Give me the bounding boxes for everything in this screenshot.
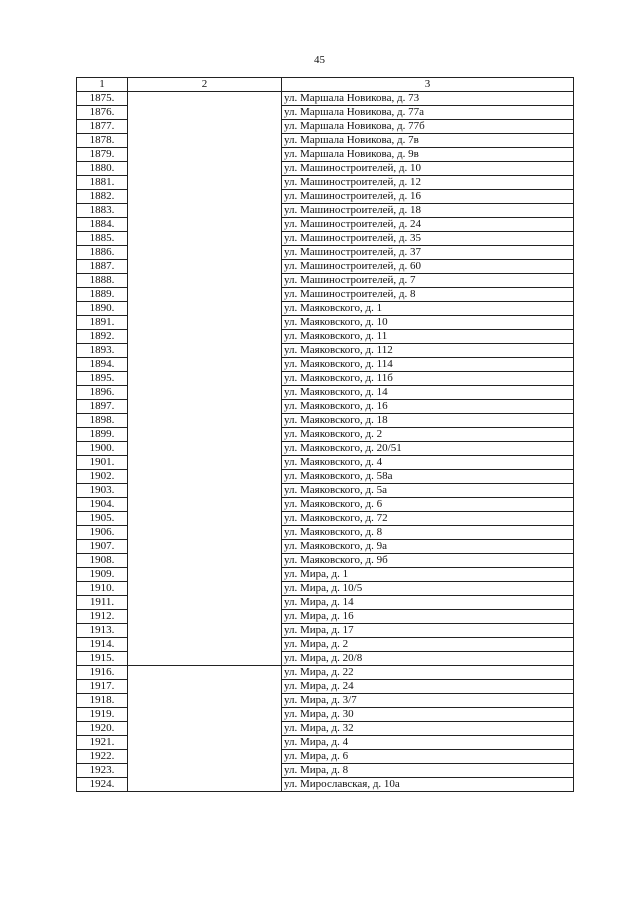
row-number: 1886.	[77, 246, 128, 260]
row-number: 1876.	[77, 106, 128, 120]
row-number: 1921.	[77, 736, 128, 750]
address-cell: ул. Мирославская, д. 10а	[282, 778, 574, 792]
row-number: 1881.	[77, 176, 128, 190]
address-cell: ул. Мира, д. 22	[282, 666, 574, 680]
address-cell: ул. Маяковского, д. 1	[282, 302, 574, 316]
row-number: 1911.	[77, 596, 128, 610]
address-cell: ул. Мира, д. 17	[282, 624, 574, 638]
address-cell: ул. Маяковского, д. 6	[282, 498, 574, 512]
address-cell: ул. Маяковского, д. 4	[282, 456, 574, 470]
table-header-row	[77, 78, 574, 92]
address-cell: ул. Маяковского, д. 112	[282, 344, 574, 358]
row-number: 1910.	[77, 582, 128, 596]
row-number: 1902.	[77, 470, 128, 484]
address-cell: ул. Маяковского, д. 8	[282, 526, 574, 540]
address-cell: ул. Машиностроителей, д. 18	[282, 204, 574, 218]
row-number: 1907.	[77, 540, 128, 554]
table-row	[77, 666, 574, 680]
row-number: 1894.	[77, 358, 128, 372]
row-number: 1877.	[77, 120, 128, 134]
address-cell: ул. Маяковского, д. 9б	[282, 554, 574, 568]
row-number: 1909.	[77, 568, 128, 582]
row-number: 1916.	[77, 666, 128, 680]
address-cell: ул. Машиностроителей, д. 8	[282, 288, 574, 302]
row-number: 1906.	[77, 526, 128, 540]
address-cell: ул. Мира, д. 20/8	[282, 652, 574, 666]
row-number: 1893.	[77, 344, 128, 358]
row-number: 1901.	[77, 456, 128, 470]
row-number: 1913.	[77, 624, 128, 638]
row-number: 1905.	[77, 512, 128, 526]
address-cell: ул. Маяковского, д. 5а	[282, 484, 574, 498]
row-number: 1918.	[77, 694, 128, 708]
row-number: 1888.	[77, 274, 128, 288]
row-number: 1919.	[77, 708, 128, 722]
address-cell: ул. Машиностроителей, д. 60	[282, 260, 574, 274]
row-number: 1879.	[77, 148, 128, 162]
row-number: 1890.	[77, 302, 128, 316]
row-number: 1889.	[77, 288, 128, 302]
row-number: 1883.	[77, 204, 128, 218]
address-cell: ул. Маршала Новикова, д. 77б	[282, 120, 574, 134]
address-cell: ул. Мира, д. 24	[282, 680, 574, 694]
row-number: 1903.	[77, 484, 128, 498]
address-cell: ул. Машиностроителей, д. 7	[282, 274, 574, 288]
row-number: 1887.	[77, 260, 128, 274]
row-number: 1899.	[77, 428, 128, 442]
row-number: 1908.	[77, 554, 128, 568]
address-cell: ул. Маршала Новикова, д. 73	[282, 92, 574, 106]
row-number: 1915.	[77, 652, 128, 666]
row-number: 1895.	[77, 372, 128, 386]
address-cell: ул. Маяковского, д. 11	[282, 330, 574, 344]
table-body	[77, 92, 574, 792]
address-cell: ул. Мира, д. 3/7	[282, 694, 574, 708]
row-number: 1875.	[77, 92, 128, 106]
address-cell: ул. Маяковского, д. 72	[282, 512, 574, 526]
address-cell: ул. Маяковского, д. 11б	[282, 372, 574, 386]
address-cell: ул. Машиностроителей, д. 10	[282, 162, 574, 176]
address-cell: ул. Маяковского, д. 114	[282, 358, 574, 372]
address-cell: ул. Мира, д. 6	[282, 750, 574, 764]
column-header-2: 2	[128, 78, 282, 92]
row-number: 1900.	[77, 442, 128, 456]
row-number: 1924.	[77, 778, 128, 792]
address-cell: ул. Маяковского, д. 16	[282, 400, 574, 414]
address-cell: ул. Машиностроителей, д. 37	[282, 246, 574, 260]
address-cell: ул. Маяковского, д. 9а	[282, 540, 574, 554]
column-header-1: 1	[77, 78, 128, 92]
address-cell: ул. Маршала Новикова, д. 7в	[282, 134, 574, 148]
address-cell: ул. Маяковского, д. 18	[282, 414, 574, 428]
address-cell: ул. Маршала Новикова, д. 77а	[282, 106, 574, 120]
row-number: 1880.	[77, 162, 128, 176]
address-cell: ул. Мира, д. 32	[282, 722, 574, 736]
address-cell: ул. Машиностроителей, д. 12	[282, 176, 574, 190]
column-header-3: 3	[282, 78, 574, 92]
merged-column-2-cell	[128, 92, 282, 666]
row-number: 1912.	[77, 610, 128, 624]
address-cell: ул. Машиностроителей, д. 16	[282, 190, 574, 204]
row-number: 1882.	[77, 190, 128, 204]
address-cell: ул. Маяковского, д. 10	[282, 316, 574, 330]
row-number: 1891.	[77, 316, 128, 330]
page-number: 45	[314, 54, 325, 66]
row-number: 1914.	[77, 638, 128, 652]
merged-column-2-cell	[128, 666, 282, 792]
address-cell: ул. Маяковского, д. 20/51	[282, 442, 574, 456]
address-cell: ул. Мира, д. 10/5	[282, 582, 574, 596]
address-cell: ул. Мира, д. 30	[282, 708, 574, 722]
address-cell: ул. Мира, д. 16	[282, 610, 574, 624]
row-number: 1920.	[77, 722, 128, 736]
row-number: 1898.	[77, 414, 128, 428]
address-cell: ул. Маршала Новикова, д. 9в	[282, 148, 574, 162]
address-cell: ул. Мира, д. 8	[282, 764, 574, 778]
row-number: 1878.	[77, 134, 128, 148]
address-cell: ул. Машиностроителей, д. 35	[282, 232, 574, 246]
row-number: 1884.	[77, 218, 128, 232]
address-cell: ул. Мира, д. 4	[282, 736, 574, 750]
row-number: 1922.	[77, 750, 128, 764]
address-cell: ул. Машиностроителей, д. 24	[282, 218, 574, 232]
row-number: 1923.	[77, 764, 128, 778]
row-number: 1892.	[77, 330, 128, 344]
row-number: 1897.	[77, 400, 128, 414]
address-cell: ул. Мира, д. 2	[282, 638, 574, 652]
row-number: 1885.	[77, 232, 128, 246]
address-cell: ул. Мира, д. 14	[282, 596, 574, 610]
address-cell: ул. Маяковского, д. 2	[282, 428, 574, 442]
row-number: 1896.	[77, 386, 128, 400]
table-row	[77, 92, 574, 106]
address-cell: ул. Маяковского, д. 14	[282, 386, 574, 400]
row-number: 1917.	[77, 680, 128, 694]
address-cell: ул. Маяковского, д. 58а	[282, 470, 574, 484]
address-cell: ул. Мира, д. 1	[282, 568, 574, 582]
address-table	[76, 77, 574, 792]
row-number: 1904.	[77, 498, 128, 512]
